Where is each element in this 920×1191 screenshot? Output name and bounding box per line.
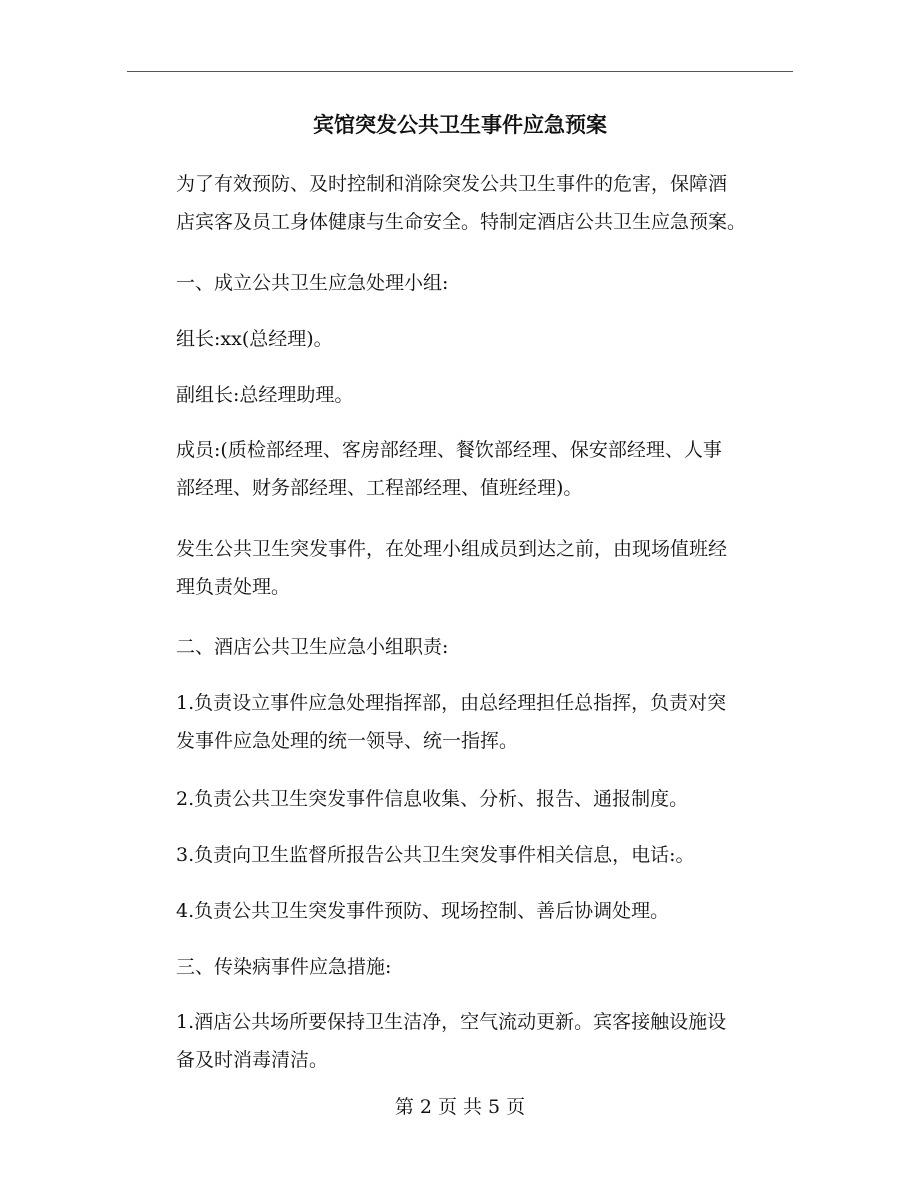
duty-1-line-1: 1.负责设立事件应急处理指挥部，由总经理担任总指挥，负责对突 [176, 692, 727, 714]
members-paragraph [136, 431, 796, 507]
intro-line-2: 店宾客及员工身体健康与生命安全。特制定酒店公共卫生应急预案。 [176, 211, 747, 233]
leader-line: 组长:xx(总经理)。 [176, 328, 333, 350]
members-line-1: 成员:(质检部经理、客房部经理、餐饮部经理、保安部经理、人事 [176, 439, 722, 461]
intro-paragraph [136, 165, 796, 241]
measure-1-paragraph [136, 1003, 796, 1079]
page-number-footer: 第 2 页 共 5 页 [394, 1096, 526, 1118]
members-line-2: 部经理、财务部经理、工程部经理、值班经理)。 [176, 477, 583, 499]
section-3-heading: 三、传染病事件应急措施: [176, 956, 392, 978]
header-rule [127, 71, 793, 72]
intro-line-1: 为了有效预防、及时控制和消除突发公共卫生事件的危害，保障酒 [176, 173, 728, 195]
deputy-leader-line: 副组长:总经理助理。 [176, 384, 354, 406]
duty-1-paragraph [136, 684, 796, 760]
section-1-heading: 一、成立公共卫生应急处理小组: [176, 272, 449, 294]
duty-3-line: 3.负责向卫生监督所报告公共卫生突发事件相关信息，电话:。 [176, 844, 695, 866]
duty-4-line: 4.负责公共卫生突发事件预防、现场控制、善后协调处理。 [176, 900, 670, 922]
onsite-paragraph [136, 530, 796, 606]
document-title: 宾馆突发公共卫生事件应急预案 [313, 112, 607, 137]
duty-1-line-2: 发事件应急处理的统一领导、统一指挥。 [176, 730, 519, 752]
measure-1-line-1: 1.酒店公共场所要保持卫生洁净，空气流动更新。宾客接触设施设 [176, 1011, 727, 1033]
duty-2-line: 2.负责公共卫生突发事件信息收集、分析、报告、通报制度。 [176, 788, 689, 810]
onsite-line-1: 发生公共卫生突发事件，在处理小组成员到达之前，由现场值班经 [176, 538, 728, 560]
onsite-line-2: 理负责处理。 [176, 576, 291, 598]
section-2-heading: 二、酒店公共卫生应急小组职责: [176, 636, 449, 658]
measure-1-line-2: 备及时消毒清洁。 [176, 1049, 329, 1071]
